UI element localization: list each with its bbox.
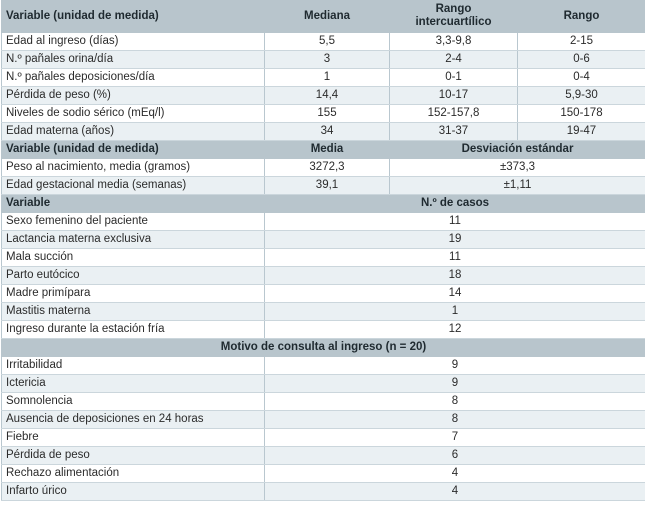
header-mean: Media bbox=[265, 141, 390, 159]
table-row bbox=[2, 303, 645, 321]
row-value: 11 bbox=[265, 249, 645, 267]
table-row bbox=[2, 285, 645, 303]
row-value: ±1,11 bbox=[390, 177, 645, 195]
row-value: 4 bbox=[265, 465, 645, 483]
row-value: 14 bbox=[265, 285, 645, 303]
row-label: Ausencia de deposiciones en 24 horas bbox=[2, 411, 265, 429]
row-label: Somnolencia bbox=[2, 393, 265, 411]
row-value: 152-157,8 bbox=[390, 105, 518, 123]
row-value: 31-37 bbox=[390, 123, 518, 141]
row-value: 6 bbox=[265, 447, 645, 465]
row-label: Rechazo alimentación bbox=[2, 465, 265, 483]
row-value: 8 bbox=[265, 393, 645, 411]
clinical-data-table bbox=[1, 0, 645, 501]
row-label: Ingreso durante la estación fría bbox=[2, 321, 265, 339]
row-label: Sexo femenino del paciente bbox=[2, 213, 265, 231]
row-value: 3 bbox=[265, 51, 390, 69]
table-row bbox=[2, 447, 645, 465]
row-value: 5,9-30 bbox=[518, 87, 645, 105]
table-row bbox=[2, 213, 645, 231]
table-row bbox=[2, 87, 645, 105]
table-row bbox=[2, 393, 645, 411]
row-value: 5,5 bbox=[265, 33, 390, 51]
table-row bbox=[2, 159, 645, 177]
row-value: 10-17 bbox=[390, 87, 518, 105]
row-value: 4 bbox=[265, 483, 645, 501]
table-row bbox=[2, 33, 645, 51]
row-value: 34 bbox=[265, 123, 390, 141]
row-value: 8 bbox=[265, 411, 645, 429]
row-label: Niveles de sodio sérico (mEq/l) bbox=[2, 105, 265, 123]
row-value: 155 bbox=[265, 105, 390, 123]
row-value: 19-47 bbox=[518, 123, 645, 141]
header-col-1: Mediana bbox=[265, 0, 390, 33]
table-row bbox=[2, 411, 645, 429]
row-value: 9 bbox=[265, 357, 645, 375]
row-label: Madre primípara bbox=[2, 285, 265, 303]
row-label: Parto eutócico bbox=[2, 267, 265, 285]
row-label: Peso al nacimiento, media (gramos) bbox=[2, 159, 265, 177]
table-row bbox=[2, 483, 645, 501]
header-std-dev: Desviación estándar bbox=[390, 141, 645, 159]
header-variable: Variable bbox=[2, 195, 265, 213]
row-label: Mastitis materna bbox=[2, 303, 265, 321]
table-row bbox=[2, 105, 645, 123]
table-row bbox=[2, 375, 645, 393]
row-value: 2-4 bbox=[390, 51, 518, 69]
row-value: 18 bbox=[265, 267, 645, 285]
table-row bbox=[2, 249, 645, 267]
table-row bbox=[2, 231, 645, 249]
row-label: Lactancia materna exclusiva bbox=[2, 231, 265, 249]
row-value: 1 bbox=[265, 69, 390, 87]
row-label: N.º pañales orina/día bbox=[2, 51, 265, 69]
row-label: Pérdida de peso bbox=[2, 447, 265, 465]
table-row bbox=[2, 267, 645, 285]
header-col-3: Rango bbox=[518, 0, 645, 33]
row-value: 150-178 bbox=[518, 105, 645, 123]
table-row bbox=[2, 429, 645, 447]
table-row bbox=[2, 69, 645, 87]
row-label: Irritabilidad bbox=[2, 357, 265, 375]
table-row bbox=[2, 123, 645, 141]
row-label: Edad al ingreso (días) bbox=[2, 33, 265, 51]
row-value: 11 bbox=[265, 213, 645, 231]
row-label: Infarto úrico bbox=[2, 483, 265, 501]
header-col-2: Rango intercuartílico bbox=[390, 0, 518, 33]
row-value: 3,3-9,8 bbox=[390, 33, 518, 51]
row-value: 3272,3 bbox=[265, 159, 390, 177]
row-value: 12 bbox=[265, 321, 645, 339]
row-value: 9 bbox=[265, 375, 645, 393]
row-value: 1 bbox=[265, 303, 645, 321]
table-row bbox=[2, 357, 645, 375]
table-row bbox=[2, 51, 645, 69]
row-value: 39,1 bbox=[265, 177, 390, 195]
header-row-consult bbox=[2, 339, 645, 357]
row-label: Edad materna (años) bbox=[2, 123, 265, 141]
header-row-median bbox=[2, 0, 645, 33]
row-label: Ictericia bbox=[2, 375, 265, 393]
row-label: Pérdida de peso (%) bbox=[2, 87, 265, 105]
row-value: ±373,3 bbox=[390, 159, 645, 177]
row-value: 2-15 bbox=[518, 33, 645, 51]
row-value: 0-6 bbox=[518, 51, 645, 69]
row-label: Edad gestacional media (semanas) bbox=[2, 177, 265, 195]
header-row-mean bbox=[2, 141, 645, 159]
row-label: Mala succión bbox=[2, 249, 265, 267]
header-variable: Variable (unidad de medida) bbox=[2, 0, 265, 33]
row-value: 7 bbox=[265, 429, 645, 447]
row-label: N.º pañales deposiciones/día bbox=[2, 69, 265, 87]
row-label: Fiebre bbox=[2, 429, 265, 447]
table-row bbox=[2, 177, 645, 195]
header-cases: N.º de casos bbox=[265, 195, 645, 213]
row-value: 0-4 bbox=[518, 69, 645, 87]
header-variable: Variable (unidad de medida) bbox=[2, 141, 265, 159]
section-title-consult: Motivo de consulta al ingreso (n = 20) bbox=[2, 339, 645, 357]
row-value: 19 bbox=[265, 231, 645, 249]
table-row bbox=[2, 321, 645, 339]
table-row bbox=[2, 465, 645, 483]
row-value: 0-1 bbox=[390, 69, 518, 87]
header-row-cases bbox=[2, 195, 645, 213]
row-value: 14,4 bbox=[265, 87, 390, 105]
